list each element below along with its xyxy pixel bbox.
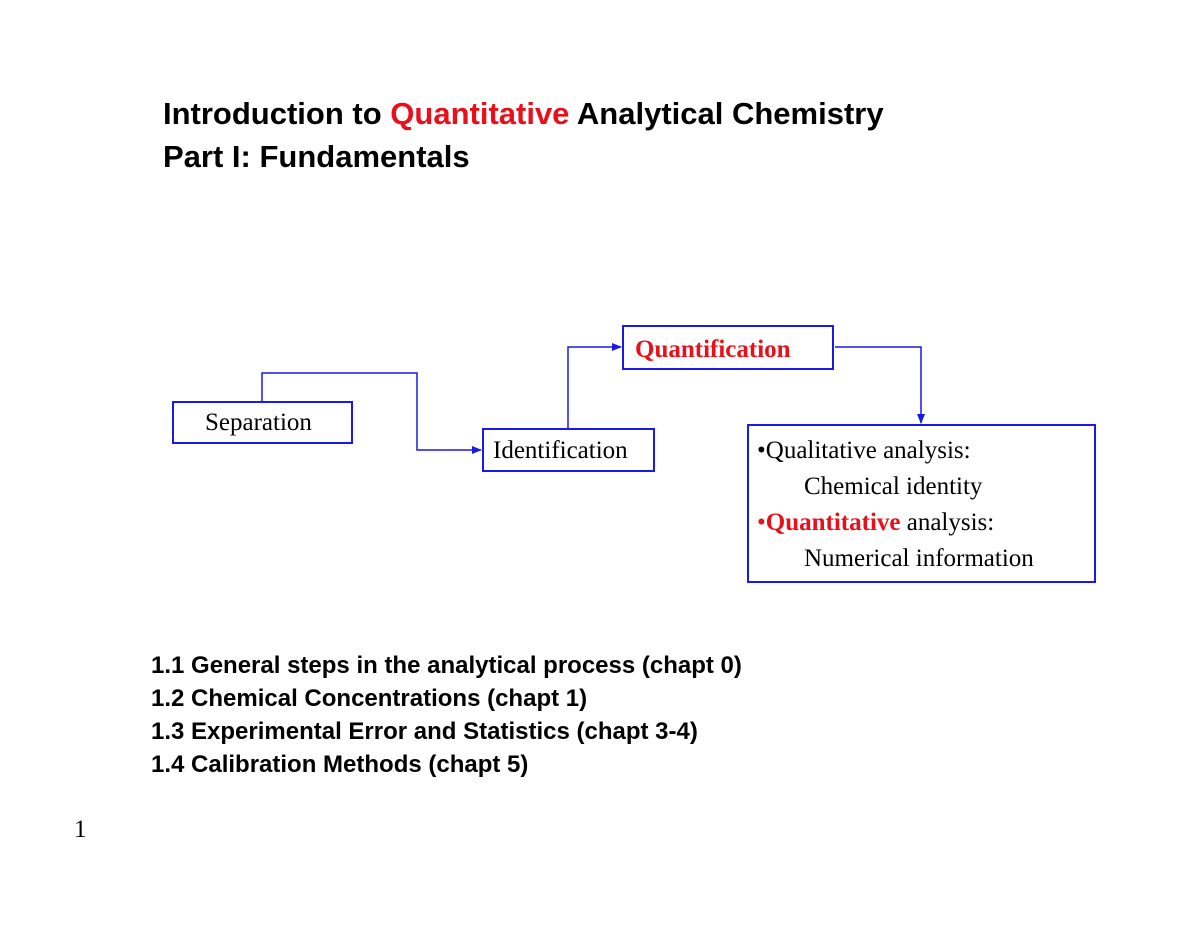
topic-item: 1.3 Experimental Error and Statistics (chapt 3-4) — [151, 718, 698, 745]
quantitative-detail: Numerical information — [804, 545, 1034, 572]
qualitative-analysis-label: Qualitative analysis: — [765, 437, 971, 464]
identification-label: Identification — [493, 437, 628, 464]
identification-box — [482, 428, 655, 472]
title-text-end: Analytical Chemistry — [569, 96, 884, 131]
quantitative-analysis-row — [757, 505, 1094, 541]
quantification-label: Quantification — [635, 336, 791, 363]
topic-list — [151, 649, 742, 781]
quantification-box — [622, 325, 834, 370]
separation-label: Separation — [205, 409, 312, 436]
analysis-box — [747, 424, 1096, 583]
connector-quantification-to-analysis — [835, 347, 921, 423]
separation-box — [172, 401, 353, 444]
title-line-2: Part I: Fundamentals — [163, 139, 470, 174]
bullet: • — [757, 437, 766, 464]
quantitative-highlight: Quantitative — [765, 509, 901, 536]
quantitative-analysis-label: analysis: — [900, 509, 995, 536]
topic-item: 1.4 Calibration Methods (chapt 5) — [151, 751, 529, 778]
qualitative-detail: Chemical identity — [804, 473, 983, 500]
connector-identification-to-quantification — [568, 347, 621, 428]
bullet-red: • — [757, 509, 766, 536]
topic-item: 1.2 Chemical Concentrations (chapt 1) — [151, 685, 588, 712]
topic-item: 1.1 General steps in the analytical process (chapt 0) — [151, 652, 742, 679]
page-number: 1 — [74, 816, 87, 843]
title-highlight-quantitative: Quantitative — [390, 96, 570, 131]
qualitative-analysis-row — [757, 433, 1094, 469]
title-text-start: Introduction to — [163, 96, 391, 131]
